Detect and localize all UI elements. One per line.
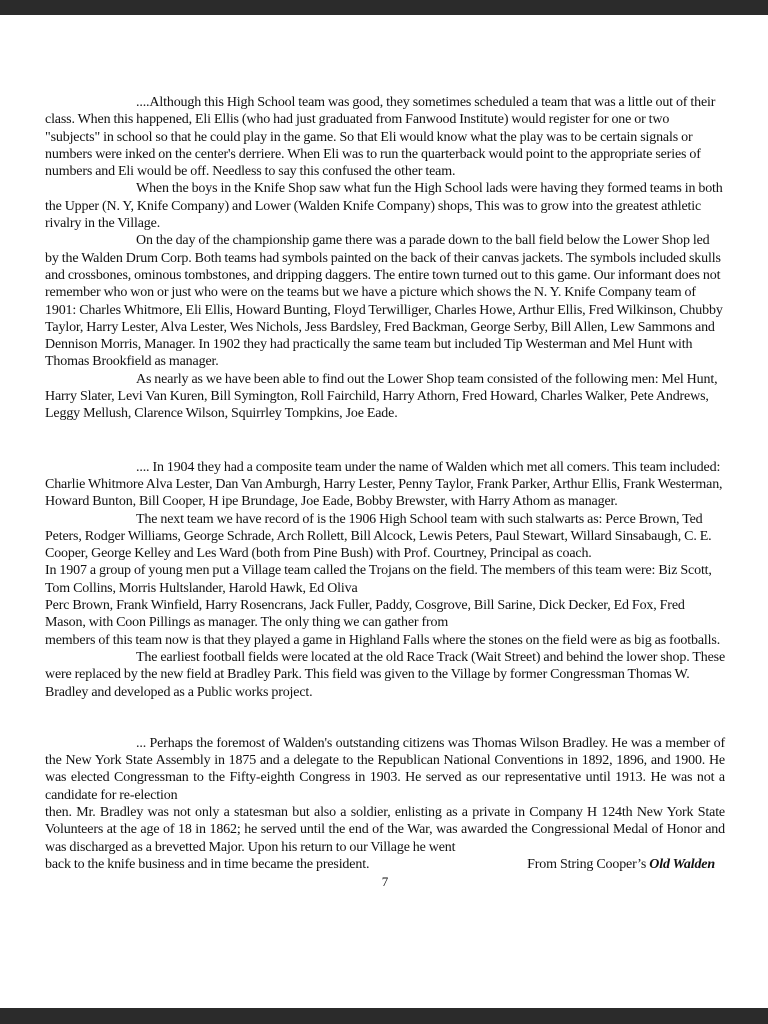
bradley-paragraph-last-line: back to the knife business and in time became the president.: [45, 856, 370, 872]
bottom-bar: [0, 1008, 768, 1024]
paragraph: The earliest football fields were located at the old Race Track (Wait Street) and behind the lower shop. These were replaced by the new field at Bradley Park. This field was given to the Village by former Congressman Thomas W. Bradley and developed as a Public works project.: [45, 649, 726, 700]
paragraph: Perc Brown, Frank Winfield, Harry Rosencrans, Jack Fuller, Paddy, Cosgrove, Bill Sarine, Dick Decker, Ed Fox, Fred Mason, with Coon Pillings as manager. The only thing we can gather from: [45, 598, 685, 631]
section-later-teams: [45, 459, 725, 701]
paragraph: In 1907 a group of young men put a Village team called the Trojans on the field. The members of this team were: Biz Scott, Tom Collins, Morris Hultslander, Harold Hawk, Ed Oliva: [45, 563, 712, 596]
document-page: [45, 94, 725, 890]
paragraph: When the boys in the Knife Shop saw what fun the High School lads were having they formed teams in both the Upper (N. Y, Knife Company) and Lower (Walden Knife Company) shops, This was to grow into the greatest athletic rivalry in the Village.: [45, 181, 723, 232]
source-attribution: [527, 856, 715, 873]
attribution-prefix: From String Cooper’s: [527, 856, 650, 872]
page-number: 7: [381, 874, 389, 890]
bradley-paragraph-2: then. Mr. Bradley was not only a statesman but also a soldier, enlisting as a private in Company H 124th New York State Volunteers at the age of 18 in 1862; he served until the end of the War, was awarded the Congressional Medal of Honor and was discharged as a brevetted Major. Upon his return to our Village he went: [45, 804, 725, 855]
section-high-school-and-knife-shop: [45, 94, 725, 423]
paragraph: ....Although this High School team was good, they sometimes scheduled a team that was a little out of their class. When this happened, Eli Ellis (who had just graduated from Fanwood Institute) would register for one or two "subjects" in school so that he could play in the game. So that Eli would know what the play was to be certain signals or numbers were inked on the center's derriere. When Eli was to run the quarterback would point to the appropriate series of numbers and Eli would be off. Needless to say this confused the other team.: [45, 95, 716, 180]
attribution-title: Old Walden: [649, 856, 715, 872]
paragraph: The next team we have record of is the 1906 High School team with such stalwarts as: Perce Brown, Ted Peters, Rodger Williams, George Schrade, Arch Rollett, Bill Alcock, Lewis Peters, Paul Stewart, Willard Sinsabaugh, C. E. Cooper, George Kelley and Les Ward (both from Pine Bush) with Prof. Courtney, Principal as coach.: [45, 511, 712, 562]
bradley-paragraph-1: ... Perhaps the foremost of Walden's outstanding citizens was Thomas Wilson Bradley. He was a member of the New York State Assembly in 1875 and a delegate to the Republican National Conventions in 1892, 1896, and 1900. He was elected Congressman to the Fifty-eighth Congress in 1903. He served as our representative until 1913. He was not a candidate for re-election: [45, 735, 725, 803]
paragraph: As nearly as we have been able to find out the Lower Shop team consisted of the following men: Mel Hunt, Harry Slater, Levi Van Kuren, Bill Symington, Roll Fairchild, Harry Athorn, Fred Howard, Charles Walker, Pete Andrews, Leggy Mellush, Clarence Wilson, Squirrley Tompkins, Joe Eade.: [45, 371, 718, 422]
paragraph: .... In 1904 they had a composite team under the name of Walden which met all comers. This team included: Charlie Whitmore Alva Lester, Dan Van Amburgh, Harry Lester, Penny Taylor, Frank Parker, Arthur Ellis, Frank Westerman, Howard Bunton, Bill Cooper, H ipe Brundage, Joe Eade, Bobby Brewster, with Harry Athom as manager.: [45, 459, 723, 510]
section-thomas-bradley: [45, 735, 725, 873]
paragraph: On the day of the championship game there was a parade down to the ball field below the Lower Shop led by the Walden Drum Corp. Both teams had symbols painted on the back of their canvas jackets. The symbols included skulls and crossbones, ominous tombstones, and dripping daggers. The entire town turned out to this game. Our informant does not remember who won or just who were on the teams but we have a picture which shows the N. Y. Knife Company team of 1901: Charles Whitmore, Eli Ellis, Howard Bunting, Floyd Terwilliger, Charles Howe, Arthur Ellis, Fred Wilkinson, Chubby Taylor, Harry Lester, Alva Lester, Wes Nichols, Jess Bardsley, Fred Backman, George Serby, Bill Allen, Lew Sammons and Dennison Morris, Manager. In 1902 they had practically the same team but included Tip Westerman and Mel Hunt with Thomas Brookfield as manager.: [45, 233, 723, 370]
paragraph: members of this team now is that they played a game in Highland Falls where the stones on the field were as big as footballs.: [45, 632, 721, 648]
top-bar: [0, 0, 768, 15]
